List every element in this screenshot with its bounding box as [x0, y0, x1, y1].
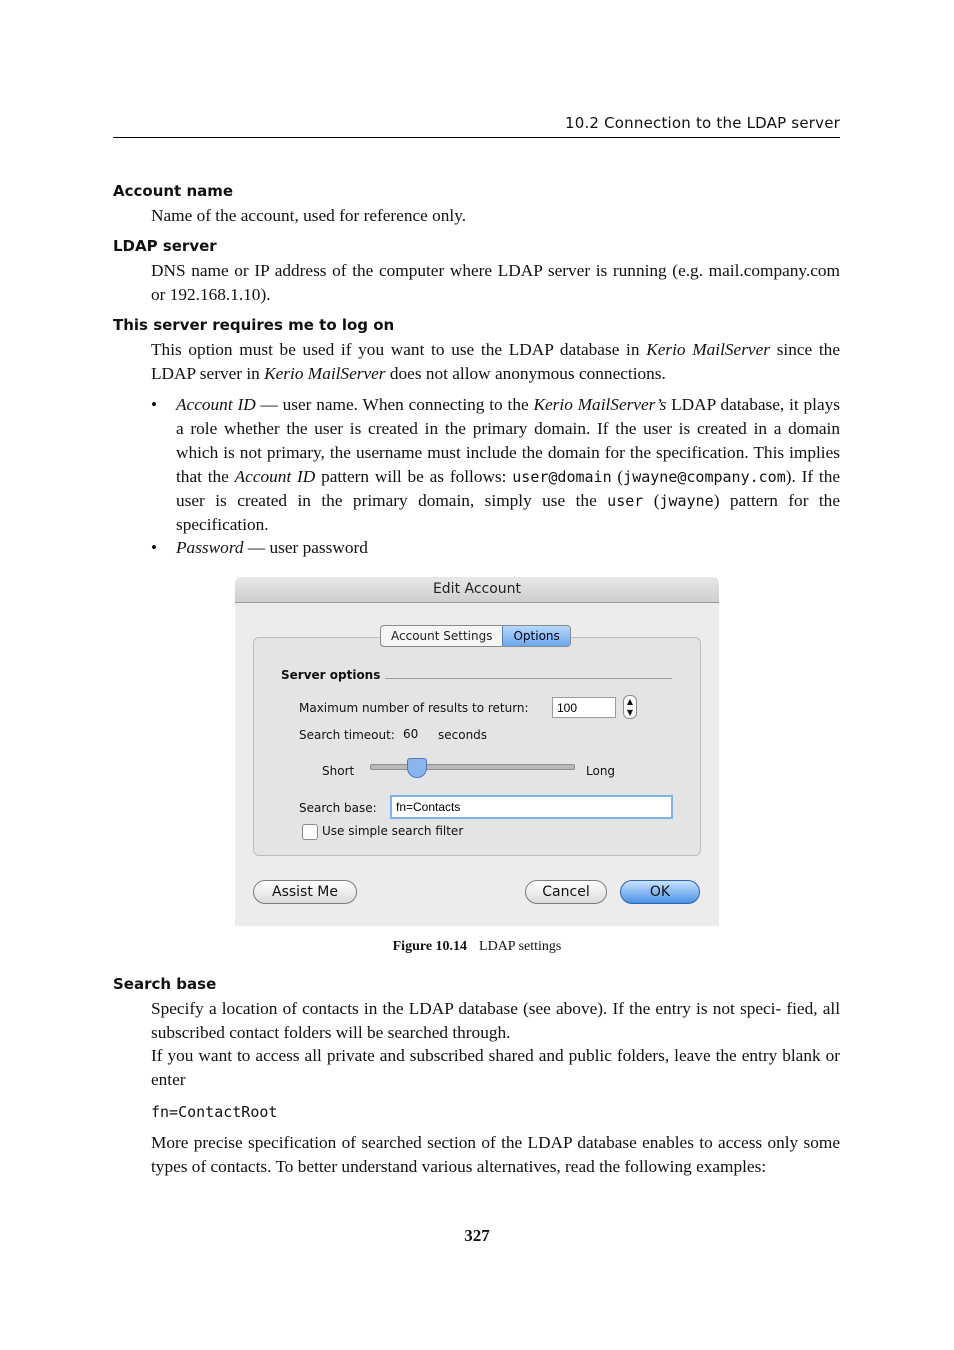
tab-bar: [380, 625, 571, 647]
simple-filter-label: Use simple search filter: [322, 824, 464, 838]
dialog-title: Edit Account: [235, 577, 719, 603]
stepper-up-icon[interactable]: ▲: [626, 697, 634, 706]
edit-account-dialog: [235, 577, 719, 926]
simple-filter-checkbox[interactable]: [302, 824, 318, 840]
term-search-base: Search base: [113, 975, 217, 993]
tab-account-settings[interactable]: Account Settings: [391, 629, 493, 643]
timeout-label: Search timeout:: [299, 728, 395, 742]
search-base-p3: More precise specification of searched section of the LDAP database enables to access only some types of contacts. To better understand various alternatives, read the following examples:: [151, 1133, 840, 1176]
tab-options[interactable]: Options: [502, 626, 569, 646]
max-results-stepper[interactable]: [623, 695, 637, 719]
slider-max-label: Long: [586, 764, 616, 778]
max-results-label: Maximum number of results to return:: [299, 701, 529, 715]
timeout-slider-knob[interactable]: [407, 758, 427, 778]
group-divider: [385, 678, 672, 679]
timeout-value: 60: [403, 727, 419, 741]
assist-me-button[interactable]: Assist Me: [253, 880, 357, 904]
timeout-slider-track[interactable]: [370, 764, 575, 770]
running-head: 10.2 Connection to the LDAP server: [564, 114, 840, 132]
server-options-heading: Server options: [281, 668, 381, 682]
max-results-input[interactable]: [552, 697, 616, 718]
timeout-unit: seconds: [438, 728, 488, 742]
page-number: 327: [464, 1226, 490, 1245]
cancel-button[interactable]: Cancel: [525, 880, 607, 904]
header-rule: [113, 137, 840, 138]
term-ldap-server: LDAP server: [113, 237, 217, 255]
figure-caption: Figure 10.14 LDAP settings: [392, 939, 562, 954]
slider-min-label: Short: [322, 764, 355, 778]
bullet-marker: •: [151, 395, 157, 414]
term-log-on: This server requires me to log on: [113, 316, 395, 334]
term-account-name: Account name: [113, 182, 234, 200]
desc-log-on: This option must be used if you want to use the LDAP database in Kerio MailServer since the LDAP server in Kerio MailServer does not allow anonymous connections.: [151, 340, 840, 383]
search-base-p1: Specify a location of contacts in the LDAP database (see above). If the entry is not speci- fied, all subscribed contact folders will be searched through.: [151, 999, 840, 1042]
bullet-account-id: Account ID — user name. When connecting to the Kerio MailServer’s LDAP database, it plays a role whether the user is created in the primary domain. If the user is created in a domain which is not primary, the username must include the domain for the specification. This implies that the Account ID pattern will be as follows: user@domain (jwayne@company.com). If the user is created in the primary domain, simply use the user (jwayne) pattern for the specification.: [176, 395, 841, 534]
ok-button[interactable]: OK: [620, 880, 700, 904]
desc-account-name: Name of the account, used for reference only.: [151, 206, 467, 225]
search-base-p2: If you want to access all private and subscribed shared and public folders, leave the entry blank or enter: [151, 1046, 840, 1089]
bullet-marker: •: [151, 538, 157, 557]
search-base-input[interactable]: [390, 795, 673, 819]
search-base-label: Search base:: [299, 801, 377, 815]
stepper-down-icon[interactable]: ▼: [626, 708, 634, 717]
bullet-password: Password — user password: [176, 538, 368, 557]
desc-ldap-server: DNS name or IP address of the computer where LDAP server is running (e.g. mail.company.com or 192.168.1.10).: [151, 261, 840, 304]
code-contactroot: fn=ContactRoot: [151, 1103, 278, 1121]
